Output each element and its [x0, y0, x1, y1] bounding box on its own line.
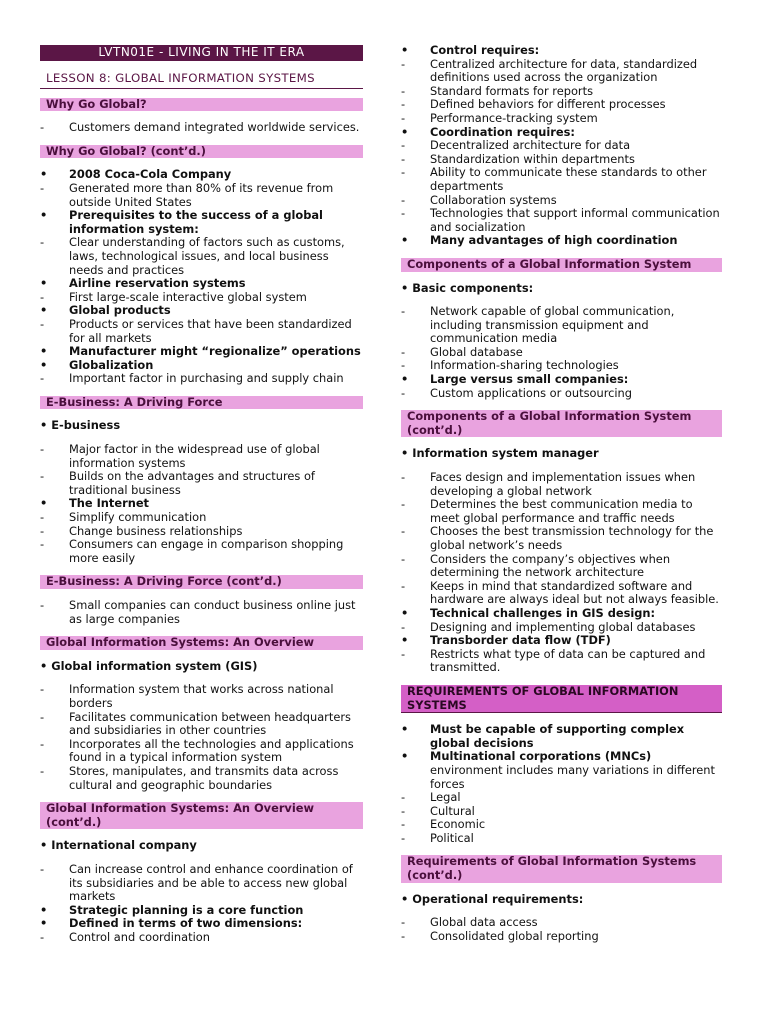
- list-item: [401, 471, 722, 498]
- list-item-main-text: Small companies can conduct business online just as large companies: [69, 598, 356, 626]
- list-item-main-text: Must be capable of supporting complex global decisions: [430, 722, 685, 750]
- list-item-main-text: Large versus small companies:: [430, 372, 629, 387]
- dash-marker: -: [401, 551, 406, 566]
- section-heading-components-contd: Components of a Global Information System (cont’d.): [401, 410, 722, 437]
- bullet-icon: •: [401, 372, 409, 387]
- list-item: [401, 126, 722, 140]
- dash-marker: -: [40, 235, 45, 250]
- list-item: [40, 236, 363, 277]
- dash-marker: -: [40, 469, 45, 484]
- list-item-text: [430, 112, 722, 126]
- dash-marker: -: [401, 928, 406, 943]
- dash-marker: -: [401, 138, 406, 153]
- subhead-operational-requirements: • Operational requirements:: [401, 891, 584, 906]
- dash-marker: -: [40, 537, 45, 552]
- section-heading-ebusiness-contd: E-Business: A Driving Force (cont’d.): [40, 575, 363, 589]
- dash-marker: -: [401, 56, 406, 71]
- list-item: [401, 373, 722, 387]
- dash-marker: -: [40, 442, 45, 457]
- list-item-main-text: Products or services that have been standardized for all markets: [69, 316, 352, 345]
- list-item-main-text: Global database: [430, 344, 523, 359]
- list-item: [40, 511, 363, 525]
- list-item-text: [69, 318, 363, 345]
- section-heading-gis-overview-contd: Global Information Systems: An Overview (cont’d.): [40, 802, 363, 829]
- list-item-text: [430, 153, 722, 167]
- list-item-main-text: Incorporates all the technologies and applications found in a typical information system: [69, 736, 354, 765]
- list-item-main-text: 2008 Coca-Cola Company: [69, 167, 232, 182]
- dash-marker: -: [401, 206, 406, 221]
- list-item-text: [69, 291, 363, 305]
- list-item-main-text: Facilitates communication between headquarters and subsidiaries in other countries: [69, 709, 351, 738]
- list-item: [40, 168, 363, 182]
- section-heading-requirements-contd: Requirements of Global Information Systems (cont’d.): [401, 855, 722, 882]
- list-item-main-text: Control requires:: [430, 43, 540, 57]
- list-item-main-text: Political: [430, 830, 474, 845]
- section-heading-why-go-global-contd: Why Go Global? (cont’d.): [40, 145, 363, 159]
- list-item: [401, 387, 722, 401]
- list-item: [401, 44, 722, 58]
- list-components-contd: [401, 471, 722, 675]
- list-item-text: [430, 805, 722, 819]
- dash-marker: -: [401, 470, 406, 485]
- list-item: [401, 166, 722, 193]
- section-heading-ebusiness: E-Business: A Driving Force: [40, 396, 363, 410]
- list-why-go-global-contd: [40, 168, 363, 386]
- dash-marker: -: [401, 344, 406, 359]
- bullet-icon: •: [401, 633, 409, 648]
- list-components: [401, 305, 722, 400]
- list-item: [401, 805, 722, 819]
- list-item: [40, 359, 363, 373]
- list-item: [401, 634, 722, 648]
- list-item: [40, 904, 363, 918]
- bullet-icon: •: [401, 722, 409, 737]
- list-item-main-text: Clear understanding of factors such as customs, laws, technological issues, and local business needs and practices: [69, 235, 345, 277]
- list-gis-overview: [40, 683, 363, 792]
- section-heading-why-go-global: Why Go Global?: [40, 98, 363, 112]
- list-item: [40, 345, 363, 359]
- list-item-main-text: Change business relationships: [69, 523, 243, 538]
- subhead-international-company: • International company: [40, 838, 197, 853]
- list-item-text: [69, 599, 363, 626]
- subhead-gis: • Global information system (GIS): [40, 658, 258, 673]
- list-item-main-text: Coordination requires:: [430, 124, 575, 139]
- list-item-text: [430, 359, 722, 373]
- list-item: [40, 291, 363, 305]
- list-item-main-text: Technologies that support informal communication and socialization: [430, 206, 720, 234]
- list-item: [401, 58, 722, 85]
- list-item: [40, 765, 363, 792]
- dash-marker: -: [401, 110, 406, 125]
- list-item: [401, 750, 722, 791]
- list-item-main-text: Decentralized architecture for data: [430, 138, 631, 153]
- list-item-main-text: Restricts what type of data can be captured and transmitted.: [430, 646, 706, 675]
- dash-marker: -: [40, 289, 45, 304]
- list-item-main-text: Standardization within departments: [430, 151, 635, 166]
- list-item-text: [69, 765, 363, 792]
- list-item: [40, 318, 363, 345]
- dash-marker: -: [40, 510, 45, 525]
- list-item-text: [430, 305, 722, 346]
- dash-marker: -: [401, 619, 406, 634]
- list-item-main-text: Control and coordination: [69, 929, 210, 944]
- list-item-main-text: Keeps in mind that standardized software and hardware are always ideal but not always feasible.: [430, 578, 719, 607]
- list-item-text: [430, 916, 722, 930]
- subhead-ebusiness: • E-business: [40, 418, 121, 433]
- bullet-icon: •: [401, 124, 409, 139]
- list-item: [40, 525, 363, 539]
- dash-marker: -: [40, 736, 45, 751]
- list-item: [40, 372, 363, 386]
- list-item-main-text: Multinational corporations (MNCs): [430, 749, 652, 764]
- dash-marker: -: [401, 803, 406, 818]
- list-item-main-text: Technical challenges in GIS design:: [430, 605, 656, 620]
- list-item-text: [430, 44, 722, 58]
- list-item-text: [430, 621, 722, 635]
- list-item: [401, 648, 722, 675]
- list-item-text: [69, 443, 363, 470]
- list-item-main-text: Important factor in purchasing and supply chain: [69, 371, 344, 386]
- list-item-text: [430, 723, 722, 750]
- dash-marker: -: [401, 358, 406, 373]
- list-item: [401, 207, 722, 234]
- dash-marker: -: [401, 165, 406, 180]
- list-item-text: [69, 359, 363, 373]
- list-control-coordination: [401, 44, 722, 248]
- dash-marker: -: [401, 915, 406, 930]
- list-item-text: [430, 98, 722, 112]
- list-item-main-text: Considers the company’s objectives when determining the network architecture: [430, 551, 671, 580]
- bullet-icon: •: [40, 167, 48, 182]
- list-item-main-text: Ability to communicate these standards to other departments: [430, 165, 707, 193]
- right-column: [401, 44, 722, 943]
- list-item-main-text: Prerequisites to the success of a global information system:: [69, 208, 323, 236]
- list-item-main-text: Defined in terms of two dimensions:: [69, 916, 303, 931]
- list-item: [40, 497, 363, 511]
- list-item-text: [69, 931, 363, 945]
- bullet-icon: •: [40, 208, 48, 223]
- list-item-text: [430, 791, 722, 805]
- list-item-main-text: Chooses the best transmission technology for the global network’s needs: [430, 524, 714, 552]
- list-item-main-text: Collaboration systems: [430, 192, 557, 207]
- list-item-text: [430, 607, 722, 621]
- bullet-icon: •: [40, 357, 48, 372]
- dash-marker: -: [40, 709, 45, 724]
- bullet-icon: •: [40, 303, 48, 318]
- list-item: [401, 98, 722, 112]
- list-item-text: [430, 58, 722, 85]
- list-item-main-text: Determines the best communication media to meet global performance and traffic needs: [430, 497, 693, 525]
- dash-marker: -: [401, 304, 406, 319]
- list-item-text: [430, 346, 722, 360]
- list-item: [40, 304, 363, 318]
- list-item-main-text: Faces design and implementation issues when developing a global network: [430, 470, 696, 498]
- list-item: [40, 863, 363, 904]
- dash-marker: -: [401, 790, 406, 805]
- list-item-main-text: First large-scale interactive global system: [69, 289, 307, 304]
- list-item-text: [69, 863, 363, 904]
- bullet-icon: •: [401, 605, 409, 620]
- list-item-main-text: Custom applications or outsourcing: [430, 385, 633, 400]
- list-item: [40, 683, 363, 710]
- list-item-main-text: Builds on the advantages and structures of traditional business: [69, 469, 315, 497]
- list-ebusiness-contd: [40, 599, 363, 626]
- list-item-text: [69, 904, 363, 918]
- list-item-text: [430, 207, 722, 234]
- list-item: [401, 346, 722, 360]
- bullet-icon: •: [40, 496, 48, 511]
- dash-marker: -: [40, 763, 45, 778]
- list-item-main-text: Can increase control and enhance coordination of its subsidiaries and be able to access new global markets: [69, 861, 353, 904]
- list-item-text: [430, 818, 722, 832]
- list-item-text: [69, 738, 363, 765]
- list-item-main-text: Performance-tracking system: [430, 110, 598, 125]
- list-item-text: [430, 126, 722, 140]
- list-item-text: [430, 750, 722, 791]
- list-item-text: [69, 304, 363, 318]
- list-item: [401, 359, 722, 373]
- list-item-text: [430, 387, 722, 401]
- dash-marker: -: [40, 120, 45, 135]
- bullet-icon: •: [401, 749, 409, 764]
- list-item: [40, 917, 363, 931]
- list-item: [401, 580, 722, 607]
- list-item: [401, 305, 722, 346]
- list-item: [401, 194, 722, 208]
- list-item: [40, 599, 363, 626]
- list-item-main-text: Transborder data flow (TDF): [430, 633, 611, 648]
- dash-marker: -: [40, 371, 45, 386]
- list-item-tail-text: environment includes many variations in different forces: [430, 762, 715, 791]
- list-item: [40, 711, 363, 738]
- list-item-text: [430, 166, 722, 193]
- dash-marker: -: [401, 192, 406, 207]
- list-item-main-text: Many advantages of high coordination: [430, 233, 678, 248]
- dash-marker: -: [40, 180, 45, 195]
- list-item-main-text: The Internet: [69, 496, 149, 511]
- list-item: [401, 498, 722, 525]
- list-item-main-text: Strategic planning is a core function: [69, 902, 304, 917]
- list-item: [401, 791, 722, 805]
- list-item: [40, 931, 363, 945]
- list-item-main-text: Legal: [430, 790, 461, 805]
- dash-marker: -: [401, 83, 406, 98]
- list-item: [401, 916, 722, 930]
- bullet-icon: •: [401, 233, 409, 248]
- list-item: [401, 832, 722, 846]
- dash-marker: -: [40, 598, 45, 612]
- list-item-text: [69, 525, 363, 539]
- dash-marker: -: [401, 830, 406, 845]
- list-item: [40, 470, 363, 497]
- list-item: [40, 209, 363, 236]
- list-item: [40, 182, 363, 209]
- list-item: [401, 153, 722, 167]
- list-item-main-text: Standard formats for reports: [430, 83, 594, 98]
- bullet-icon: •: [40, 276, 48, 291]
- list-item-text: [69, 711, 363, 738]
- list-item-text: [430, 471, 722, 498]
- list-item-text: [430, 553, 722, 580]
- list-item: [401, 930, 722, 944]
- list-item-main-text: Consolidated global reporting: [430, 928, 599, 943]
- list-item-text: [430, 580, 722, 607]
- dash-marker: -: [401, 646, 406, 661]
- dash-marker: -: [401, 497, 406, 512]
- list-requirements-contd: [401, 916, 722, 943]
- bullet-icon: •: [401, 43, 409, 57]
- list-item: [40, 443, 363, 470]
- list-ebusiness: [40, 443, 363, 565]
- dash-marker: -: [401, 385, 406, 400]
- list-item-text: [69, 538, 363, 565]
- list-item-main-text: Global products: [69, 303, 171, 318]
- list-item: [40, 121, 363, 135]
- dash-marker: -: [40, 523, 45, 538]
- list-item-text: [430, 373, 722, 387]
- dash-marker: -: [40, 861, 45, 876]
- section-heading-requirements: REQUIREMENTS OF GLOBAL INFORMATION SYSTEMS: [401, 685, 722, 713]
- list-item-text: [69, 470, 363, 497]
- list-item-main-text: Stores, manipulates, and transmits data across cultural and geographic boundaries: [69, 763, 339, 792]
- list-item-main-text: Centralized architecture for data, standardized definitions used across the organization: [430, 56, 698, 85]
- dash-marker: -: [40, 929, 45, 944]
- list-item-text: [69, 917, 363, 931]
- list-item-text: [430, 498, 722, 525]
- list-item-main-text: Manufacturer might “regionalize” operations: [69, 344, 361, 359]
- bullet-icon: •: [40, 344, 48, 359]
- list-item-text: [69, 121, 363, 135]
- section-heading-components: Components of a Global Information System: [401, 258, 722, 272]
- list-item-text: [430, 525, 722, 552]
- list-item-main-text: Simplify communication: [69, 510, 207, 525]
- list-item-main-text: Economic: [430, 817, 486, 832]
- dash-marker: -: [401, 97, 406, 112]
- dash-marker: -: [40, 316, 45, 331]
- list-item-text: [69, 182, 363, 209]
- list-item: [401, 85, 722, 99]
- list-item-main-text: Cultural: [430, 803, 475, 818]
- list-item-text: [69, 168, 363, 182]
- bullet-icon: •: [40, 916, 48, 931]
- list-item: [401, 607, 722, 621]
- list-item: [401, 621, 722, 635]
- bullet-icon: •: [40, 902, 48, 917]
- dash-marker: -: [401, 524, 406, 539]
- course-title: LVTN01E - LIVING IN THE IT ERA: [40, 45, 363, 61]
- left-column: [40, 44, 363, 944]
- list-item-text: [69, 277, 363, 291]
- list-item: [40, 277, 363, 291]
- list-item: [401, 525, 722, 552]
- subhead-basic-components: • Basic components:: [401, 280, 534, 295]
- list-item: [40, 738, 363, 765]
- list-item-text: [430, 85, 722, 99]
- list-item: [401, 723, 722, 750]
- list-item-text: [69, 511, 363, 525]
- list-requirements: [401, 723, 722, 845]
- list-item-text: [430, 234, 722, 248]
- list-item: [40, 538, 363, 565]
- list-item-main-text: Generated more than 80% of its revenue from outside United States: [69, 180, 334, 209]
- list-item-main-text: Consumers can engage in comparison shopping more easily: [69, 537, 344, 565]
- list-item-text: [430, 648, 722, 675]
- list-item: [401, 553, 722, 580]
- dash-marker: -: [401, 151, 406, 166]
- list-item-main-text: Information-sharing technologies: [430, 358, 619, 373]
- list-item-text: [430, 930, 722, 944]
- list-item-main-text: Major factor in the widespread use of global information systems: [69, 442, 320, 470]
- list-item-text: [69, 372, 363, 386]
- list-item-main-text: Information system that works across national borders: [69, 682, 334, 710]
- list-item-text: [430, 634, 722, 648]
- list-item-text: [69, 345, 363, 359]
- list-item-main-text: Globalization: [69, 357, 154, 372]
- list-item-text: [69, 236, 363, 277]
- list-item-text: [430, 832, 722, 846]
- list-item-main-text: Defined behaviors for different processes: [430, 97, 666, 112]
- list-item: [401, 818, 722, 832]
- section-heading-gis-overview: Global Information Systems: An Overview: [40, 636, 363, 650]
- list-item-main-text: Network capable of global communication, including transmission equipment and communication media: [430, 304, 675, 346]
- list-item-text: [69, 497, 363, 511]
- list-item: [401, 139, 722, 153]
- list-item-main-text: Customers demand integrated worldwide services.: [69, 120, 360, 135]
- dash-marker: -: [401, 578, 406, 593]
- subhead-is-manager: • Information system manager: [401, 446, 599, 461]
- list-item-main-text: Global data access: [430, 915, 538, 930]
- list-item-text: [430, 194, 722, 208]
- list-item: [401, 112, 722, 126]
- dash-marker: -: [40, 682, 45, 697]
- lesson-title: LESSON 8: GLOBAL INFORMATION SYSTEMS: [40, 61, 363, 89]
- list-item-text: [69, 683, 363, 710]
- list-item-text: [430, 139, 722, 153]
- list-item-text: [69, 209, 363, 236]
- list-item-main-text: Airline reservation systems: [69, 276, 246, 291]
- list-why-go-global: [40, 121, 363, 135]
- list-item: [401, 234, 722, 248]
- list-gis-overview-contd: [40, 863, 363, 945]
- list-item-main-text: Designing and implementing global databases: [430, 619, 696, 634]
- dash-marker: -: [401, 817, 406, 832]
